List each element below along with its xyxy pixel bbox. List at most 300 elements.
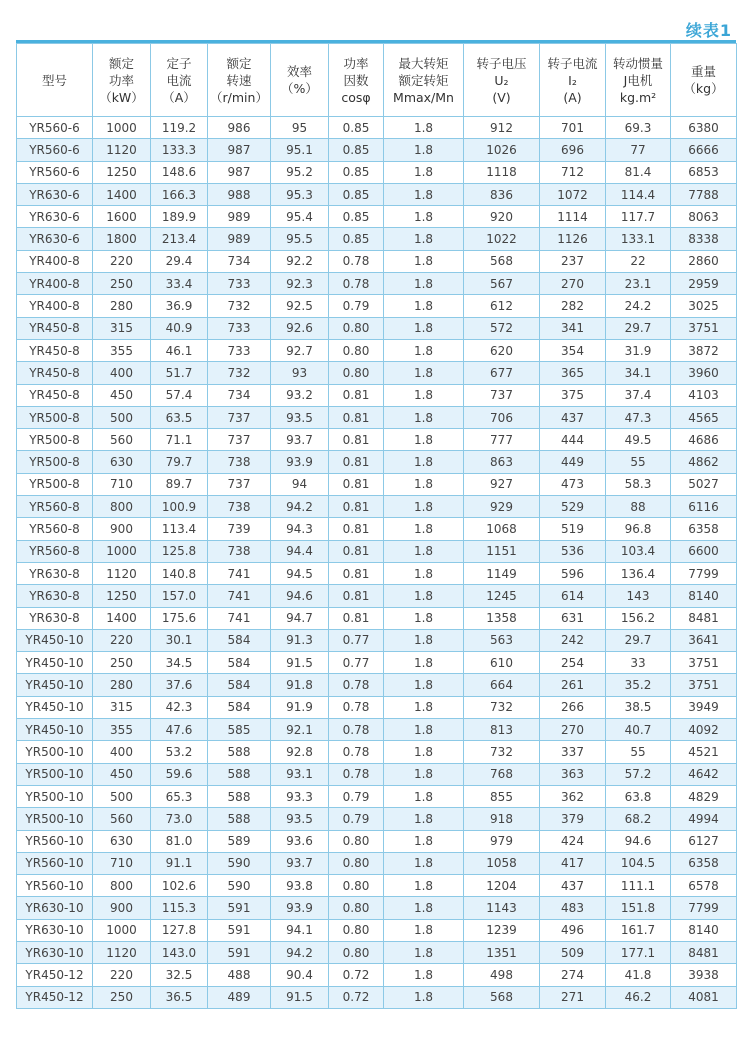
table-cell: 0.85 (329, 206, 384, 228)
model-cell: YR630-6 (17, 183, 93, 205)
column-header-line: (V) (492, 89, 511, 105)
model-cell: YR400-8 (17, 250, 93, 272)
table-cell: 93.7 (271, 429, 329, 451)
table-cell: 93.9 (271, 897, 329, 919)
table-cell: 0.78 (329, 250, 384, 272)
table-cell: 4642 (671, 763, 737, 785)
model-cell: YR630-6 (17, 228, 93, 250)
column-header (671, 44, 737, 117)
table-cell: 280 (93, 295, 151, 317)
table-cell: 1149 (464, 562, 540, 584)
table-cell: 3872 (671, 339, 737, 361)
table-cell: 94.1 (271, 919, 329, 941)
table-cell: 0.85 (329, 228, 384, 250)
table-cell: 800 (93, 496, 151, 518)
table-cell: 6853 (671, 161, 737, 183)
model-cell: YR630-10 (17, 919, 93, 941)
table-cell: 1120 (93, 941, 151, 963)
table-cell: 0.80 (329, 852, 384, 874)
table-cell: 143.0 (151, 941, 208, 963)
table-cell: 1.8 (384, 941, 464, 963)
table-cell: 732 (208, 362, 271, 384)
column-header (151, 44, 208, 117)
table-cell: 1.8 (384, 228, 464, 250)
table-row (17, 585, 737, 607)
table-cell: 3949 (671, 696, 737, 718)
table-cell: 591 (208, 941, 271, 963)
table-cell: 738 (208, 451, 271, 473)
table-cell: 57.4 (151, 384, 208, 406)
table-cell: 315 (93, 696, 151, 718)
table-cell: 133.3 (151, 139, 208, 161)
table-cell: 29.4 (151, 250, 208, 272)
table-cell: 0.80 (329, 830, 384, 852)
table-cell: 1000 (93, 540, 151, 562)
table-cell: 4081 (671, 986, 737, 1008)
table-row (17, 451, 737, 473)
table-header-row (17, 44, 737, 117)
table-cell: 737 (208, 406, 271, 428)
table-cell: 266 (540, 696, 606, 718)
table-cell: 1143 (464, 897, 540, 919)
table-cell: 91.9 (271, 696, 329, 718)
table-cell: 1026 (464, 139, 540, 161)
table-cell: 4565 (671, 406, 737, 428)
table-cell: 768 (464, 763, 540, 785)
table-cell: 4686 (671, 429, 737, 451)
table-cell: 568 (464, 250, 540, 272)
table-cell: 712 (540, 161, 606, 183)
table-row (17, 852, 737, 874)
table-cell: 4829 (671, 785, 737, 807)
table-cell: 151.8 (606, 897, 671, 919)
table-cell: 0.81 (329, 429, 384, 451)
table-cell: 855 (464, 785, 540, 807)
table-cell: 91.3 (271, 629, 329, 651)
table-cell: 71.1 (151, 429, 208, 451)
table-cell: 863 (464, 451, 540, 473)
table-cell: 1151 (464, 540, 540, 562)
table-cell: 55 (606, 451, 671, 473)
model-cell: YR560-6 (17, 139, 93, 161)
table-cell: 989 (208, 228, 271, 250)
table-cell: 0.77 (329, 629, 384, 651)
table-cell: 987 (208, 139, 271, 161)
table-cell: 2860 (671, 250, 737, 272)
table-cell: 1239 (464, 919, 540, 941)
table-cell: 449 (540, 451, 606, 473)
table-cell: 36.5 (151, 986, 208, 1008)
table-row (17, 339, 737, 361)
table-cell: 81.4 (606, 161, 671, 183)
model-cell: YR500-10 (17, 785, 93, 807)
model-cell: YR450-8 (17, 362, 93, 384)
table-cell: 362 (540, 785, 606, 807)
table-cell: 0.78 (329, 763, 384, 785)
table-row (17, 986, 737, 1008)
table-cell: 836 (464, 183, 540, 205)
table-cell: 46.1 (151, 339, 208, 361)
table-cell: 93.5 (271, 406, 329, 428)
table-cell: 560 (93, 808, 151, 830)
table-cell: 1.8 (384, 964, 464, 986)
column-header-line: 转动惯量 (612, 55, 663, 71)
column-header (540, 44, 606, 117)
table-cell: 590 (208, 852, 271, 874)
table-cell: 1358 (464, 607, 540, 629)
table-cell: 1.8 (384, 273, 464, 295)
model-cell: YR630-10 (17, 897, 93, 919)
model-cell: YR630-8 (17, 562, 93, 584)
table-cell: 1400 (93, 183, 151, 205)
table-cell: 1.8 (384, 473, 464, 495)
table-cell: 733 (208, 339, 271, 361)
column-header-line: 功率 (343, 55, 369, 71)
column-header-line: I₂ (568, 72, 577, 88)
table-cell: 1.8 (384, 518, 464, 540)
table-cell: 1.8 (384, 719, 464, 741)
table-cell: 92.1 (271, 719, 329, 741)
column-header-line: U₂ (494, 72, 509, 88)
table-cell: 94.2 (271, 496, 329, 518)
model-cell: YR450-10 (17, 629, 93, 651)
table-cell: 589 (208, 830, 271, 852)
table-cell: 81.0 (151, 830, 208, 852)
table-cell: 488 (208, 964, 271, 986)
table-cell: 0.80 (329, 362, 384, 384)
table-row (17, 473, 737, 495)
table-cell: 94.4 (271, 540, 329, 562)
table-cell: 918 (464, 808, 540, 830)
table-cell: 450 (93, 763, 151, 785)
column-header-line: (A) (563, 89, 582, 105)
table-row (17, 429, 737, 451)
table-cell: 220 (93, 250, 151, 272)
table-cell: 710 (93, 473, 151, 495)
table-cell: 379 (540, 808, 606, 830)
table-cell: 1204 (464, 875, 540, 897)
column-header-line: （kg） (683, 81, 724, 96)
table-cell: 274 (540, 964, 606, 986)
table-cell: 93.2 (271, 384, 329, 406)
table-cell: 0.81 (329, 518, 384, 540)
table-cell: 5027 (671, 473, 737, 495)
table-cell: 4521 (671, 741, 737, 763)
table-cell: 34.5 (151, 652, 208, 674)
table-cell: 91.5 (271, 986, 329, 1008)
table-cell: 1.8 (384, 741, 464, 763)
table-cell: 1.8 (384, 763, 464, 785)
table-cell: 1.8 (384, 429, 464, 451)
table-cell: 500 (93, 785, 151, 807)
table-cell: 47.6 (151, 719, 208, 741)
table-cell: 113.4 (151, 518, 208, 540)
table-cell: 8140 (671, 919, 737, 941)
table-cell: 1800 (93, 228, 151, 250)
table-cell: 590 (208, 875, 271, 897)
table-cell: 6358 (671, 518, 737, 540)
column-header (329, 44, 384, 117)
table-row (17, 897, 737, 919)
column-header (464, 44, 540, 117)
table-cell: 282 (540, 295, 606, 317)
table-cell: 254 (540, 652, 606, 674)
table-cell: 568 (464, 986, 540, 1008)
table-cell: 0.80 (329, 317, 384, 339)
table-cell: 400 (93, 741, 151, 763)
table-cell: 8481 (671, 607, 737, 629)
table-cell: 0.78 (329, 741, 384, 763)
table-cell: 0.80 (329, 919, 384, 941)
table-cell: 57.2 (606, 763, 671, 785)
column-header (93, 44, 151, 117)
table-cell: 0.81 (329, 607, 384, 629)
column-header-line: cosφ (341, 89, 371, 105)
table-row (17, 696, 737, 718)
table-cell: 242 (540, 629, 606, 651)
table-cell: 31.9 (606, 339, 671, 361)
table-cell: 0.85 (329, 117, 384, 139)
table-cell: 1022 (464, 228, 540, 250)
table-cell: 1.8 (384, 830, 464, 852)
table-row (17, 808, 737, 830)
table-cell: 610 (464, 652, 540, 674)
table-cell: 1250 (93, 161, 151, 183)
table-cell: 986 (208, 117, 271, 139)
model-cell: YR500-8 (17, 406, 93, 428)
table-cell: 37.6 (151, 674, 208, 696)
table-cell: 0.81 (329, 540, 384, 562)
table-cell: 91.1 (151, 852, 208, 874)
table-cell: 6600 (671, 540, 737, 562)
table-cell: 315 (93, 317, 151, 339)
table-cell: 6380 (671, 117, 737, 139)
table-cell: 354 (540, 339, 606, 361)
column-header-line: J电机 (623, 72, 653, 88)
column-header (384, 44, 464, 117)
table-cell: 1.8 (384, 384, 464, 406)
table-cell: 588 (208, 808, 271, 830)
table-cell: 95.1 (271, 139, 329, 161)
table-cell: 0.80 (329, 897, 384, 919)
column-header-line: 功率 (108, 72, 134, 88)
table-cell: 1120 (93, 139, 151, 161)
column-header-line: 效率 (286, 64, 312, 79)
table-cell: 79.7 (151, 451, 208, 473)
table-cell: 30.1 (151, 629, 208, 651)
table-cell: 733 (208, 273, 271, 295)
table-row (17, 719, 737, 741)
model-cell: YR500-8 (17, 429, 93, 451)
table-cell: 733 (208, 317, 271, 339)
model-cell: YR500-10 (17, 741, 93, 763)
column-header-line: 额定转矩 (398, 72, 449, 88)
model-cell: YR450-10 (17, 652, 93, 674)
table-cell: 143 (606, 585, 671, 607)
table-cell: 927 (464, 473, 540, 495)
table-cell: 117.7 (606, 206, 671, 228)
table-cell: 3960 (671, 362, 737, 384)
table-cell: 813 (464, 719, 540, 741)
table-cell: 509 (540, 941, 606, 963)
table-cell: 630 (93, 830, 151, 852)
table-cell: 92.8 (271, 741, 329, 763)
model-cell: YR560-10 (17, 852, 93, 874)
table-row (17, 964, 737, 986)
column-header-line: （%） (281, 81, 318, 96)
table-cell: 94.6 (271, 585, 329, 607)
table-cell: 734 (208, 384, 271, 406)
table-row (17, 206, 737, 228)
table-cell: 3751 (671, 317, 737, 339)
table-cell: 270 (540, 719, 606, 741)
table-cell: 0.79 (329, 295, 384, 317)
table-cell: 103.4 (606, 540, 671, 562)
table-cell: 148.6 (151, 161, 208, 183)
table-cell: 8140 (671, 585, 737, 607)
table-cell: 584 (208, 652, 271, 674)
table-cell: 96.8 (606, 518, 671, 540)
table-cell: 0.85 (329, 183, 384, 205)
table-cell: 483 (540, 897, 606, 919)
table-cell: 55 (606, 741, 671, 763)
table-cell: 0.81 (329, 496, 384, 518)
table-row (17, 607, 737, 629)
table-cell: 40.7 (606, 719, 671, 741)
table-cell: 1.8 (384, 496, 464, 518)
table-cell: 519 (540, 518, 606, 540)
table-cell: 1072 (540, 183, 606, 205)
table-cell: 620 (464, 339, 540, 361)
table-cell: 800 (93, 875, 151, 897)
table-cell: 1000 (93, 117, 151, 139)
table-row (17, 295, 737, 317)
table-cell: 732 (208, 295, 271, 317)
table-cell: 500 (93, 406, 151, 428)
table-cell: 49.5 (606, 429, 671, 451)
table-cell: 93 (271, 362, 329, 384)
table-cell: 1.8 (384, 540, 464, 562)
table-cell: 29.7 (606, 629, 671, 651)
table-cell: 588 (208, 741, 271, 763)
table-cell: 741 (208, 607, 271, 629)
model-cell: YR630-10 (17, 941, 93, 963)
table-cell: 979 (464, 830, 540, 852)
table-cell: 1058 (464, 852, 540, 874)
column-header (17, 44, 93, 117)
table-cell: 58.3 (606, 473, 671, 495)
table-cell: 1.8 (384, 629, 464, 651)
table-cell: 1.8 (384, 295, 464, 317)
table-cell: 584 (208, 674, 271, 696)
table-cell: 136.4 (606, 562, 671, 584)
table-cell: 0.79 (329, 808, 384, 830)
table-cell: 63.5 (151, 406, 208, 428)
table-cell: 4994 (671, 808, 737, 830)
table-caption: 续表1 (685, 21, 732, 40)
table-cell: 1.8 (384, 585, 464, 607)
model-cell: YR450-10 (17, 696, 93, 718)
table-row (17, 250, 737, 272)
model-cell: YR400-8 (17, 295, 93, 317)
column-header-line: Mmax/Mn (393, 89, 454, 105)
table-cell: 355 (93, 719, 151, 741)
column-header (606, 44, 671, 117)
table-cell: 1351 (464, 941, 540, 963)
table-cell: 119.2 (151, 117, 208, 139)
table-cell: 563 (464, 629, 540, 651)
table-cell: 1.8 (384, 652, 464, 674)
table-cell: 7799 (671, 562, 737, 584)
table-cell: 94 (271, 473, 329, 495)
table-cell: 7799 (671, 897, 737, 919)
table-cell: 437 (540, 406, 606, 428)
model-cell: YR560-10 (17, 830, 93, 852)
table-cell: 1600 (93, 206, 151, 228)
table-cell: 6127 (671, 830, 737, 852)
table-cell: 0.80 (329, 941, 384, 963)
table-cell: 1120 (93, 562, 151, 584)
table-cell: 2959 (671, 273, 737, 295)
table-body (17, 117, 737, 1009)
table-cell: 0.78 (329, 719, 384, 741)
table-cell: 0.72 (329, 986, 384, 1008)
model-cell: YR560-6 (17, 161, 93, 183)
table-cell: 473 (540, 473, 606, 495)
model-cell: YR560-10 (17, 875, 93, 897)
column-header-line: 转速 (226, 72, 252, 88)
table-cell: 0.80 (329, 339, 384, 361)
table-row (17, 161, 737, 183)
table-cell: 91.8 (271, 674, 329, 696)
table-cell: 35.2 (606, 674, 671, 696)
table-cell: 3751 (671, 652, 737, 674)
table-row (17, 362, 737, 384)
table-cell: 585 (208, 719, 271, 741)
column-header (208, 44, 271, 117)
table-cell: 664 (464, 674, 540, 696)
table-cell: 100.9 (151, 496, 208, 518)
table-cell: 8063 (671, 206, 737, 228)
table-row (17, 496, 737, 518)
table-row (17, 741, 737, 763)
table-cell: 375 (540, 384, 606, 406)
table-cell: 250 (93, 986, 151, 1008)
table-cell: 1.8 (384, 919, 464, 941)
table-cell: 93.5 (271, 808, 329, 830)
table-cell: 1.8 (384, 117, 464, 139)
table-cell: 111.1 (606, 875, 671, 897)
table-cell: 68.2 (606, 808, 671, 830)
table-cell: 95.5 (271, 228, 329, 250)
table-cell: 588 (208, 763, 271, 785)
table-cell: 739 (208, 518, 271, 540)
table-cell: 1.8 (384, 562, 464, 584)
table-cell: 4103 (671, 384, 737, 406)
table-cell: 4862 (671, 451, 737, 473)
table-cell: 42.3 (151, 696, 208, 718)
column-header (271, 44, 329, 117)
table-row (17, 540, 737, 562)
table-cell: 7788 (671, 183, 737, 205)
table-cell: 161.7 (606, 919, 671, 941)
table-cell: 584 (208, 629, 271, 651)
table-cell: 36.9 (151, 295, 208, 317)
table-cell: 270 (540, 273, 606, 295)
table-cell: 261 (540, 674, 606, 696)
table-cell: 4092 (671, 719, 737, 741)
table-row (17, 406, 737, 428)
